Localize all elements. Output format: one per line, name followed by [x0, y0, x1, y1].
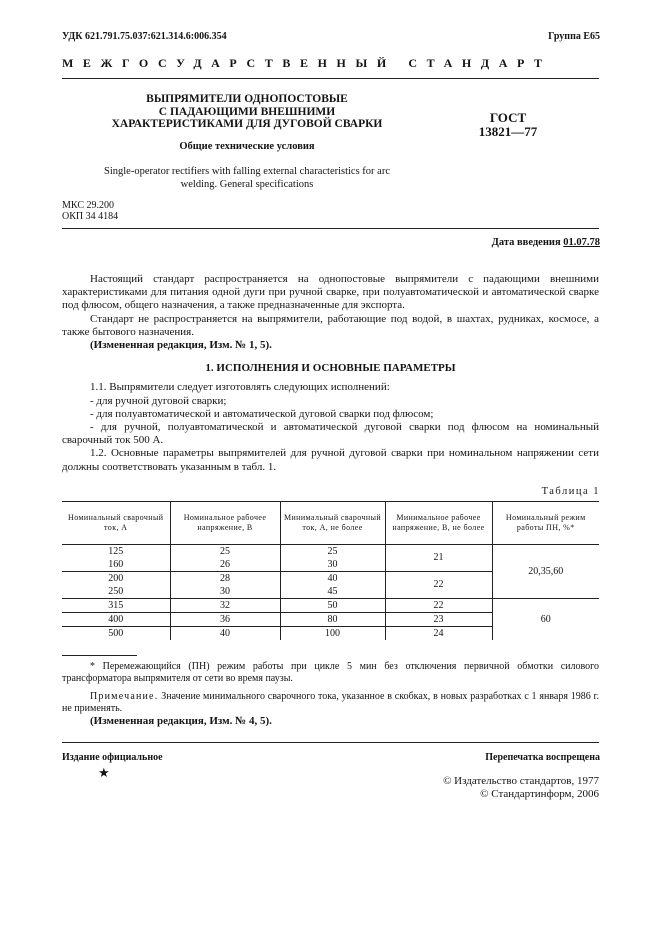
copyright-2006: © Стандартинформ, 2006	[480, 787, 599, 800]
footnote-star: * Перемежающийся (ПН) режим работы при цикле 5 мин без отключения первичной обмотки силового трансформатора выпрямителя от сети во время паузы.	[62, 661, 599, 684]
table-cell: 500	[108, 627, 124, 639]
copyright-1977: © Издательство стандартов, 1977	[443, 775, 599, 787]
table-row	[62, 599, 599, 613]
table-cell: 23	[385, 613, 492, 627]
footnotes	[62, 661, 599, 715]
table-cell: 100	[280, 627, 385, 641]
effective-date-label: Дата введения	[491, 237, 561, 248]
note-label: Примечание.	[90, 691, 159, 702]
standard-banner: МЕЖГОСУДАРСТВЕННЫЙ СТАНДАРТ	[62, 56, 552, 70]
table-cell: 24	[385, 627, 492, 641]
paragraph-scope: Настоящий стандарт распространяется на однопостовые выпрямители с падающими внешними характеристиками для питания одной дуги при ручной сварке, при полуавтоматической и автоматической сварке под флюсом, общего назначения, а также предназначенные для экспорта.	[62, 273, 599, 312]
table-cell: 400	[62, 613, 170, 627]
table-header-row	[62, 502, 599, 545]
clause-1-2: 1.2. Основные параметры выпрямителей для ручной дуговой сварки при номинальном напряжении сети должны соответствовать указанным в табл. 1.	[62, 447, 599, 473]
body-text	[62, 273, 599, 474]
table-cell: 160	[62, 558, 170, 572]
reprint-notice: Перепечатка воспрещена	[485, 752, 600, 763]
header-divider	[62, 78, 599, 79]
table-cell: 20,35,60	[492, 545, 599, 599]
table-cell: 25	[280, 545, 385, 559]
group-code: Группа Е65	[548, 31, 600, 42]
table-label: Таблица 1	[541, 486, 600, 497]
effective-date	[492, 237, 600, 248]
table-cell: 40	[170, 627, 280, 641]
table-cell: 45	[280, 585, 385, 599]
star-icon: ★	[98, 765, 110, 780]
amendment-note-2: (Измененная редакция, Изм. № 4, 5).	[90, 715, 272, 727]
clause-1-1: 1.1. Выпрямители следует изготовлять следующих исполнений:	[90, 381, 390, 394]
table-cell: 250	[62, 585, 170, 599]
paragraph-exclusions: Стандарт не распространяется на выпрямители, работающие под водой, в шахтах, рудниках, космосе, а также бытового назначения.	[62, 312, 599, 338]
table-cell: 125	[108, 545, 124, 557]
title-line-1: ВЫПРЯМИТЕЛИ ОДНОПОСТОВЫЕ	[146, 93, 348, 105]
header-min-voltage: Минимальное рабочее напряжение, В, не более	[385, 502, 492, 545]
table-cell: 30	[170, 585, 280, 599]
table-cell: 30	[280, 558, 385, 572]
parameters-table	[62, 501, 599, 640]
document-subtitle: Общие технические условия	[179, 141, 315, 152]
mks-code: МКС 29.200	[62, 200, 114, 211]
gost-designation	[448, 111, 568, 139]
copyright	[420, 775, 599, 800]
table-cell: 80	[280, 613, 385, 627]
header-min-current: Минимальный сварочный ток, А, не более	[280, 502, 385, 545]
table-cell: 36	[170, 613, 280, 627]
section-heading-1: 1. ИСПОЛНЕНИЯ И ОСНОВНЫЕ ПАРАМЕТРЫ	[205, 362, 456, 375]
footnote-divider	[62, 655, 137, 656]
table-row	[62, 545, 599, 559]
okp-code: ОКП 34 4184	[62, 211, 119, 222]
table-cell: 22	[385, 572, 492, 599]
footer-divider	[62, 742, 599, 743]
official-edition: Издание официальное	[62, 752, 163, 763]
title-line-3: ХАРАКТЕРИСТИКАМИ ДЛЯ ДУГОВОЙ СВАРКИ	[111, 118, 383, 130]
gost-label: ГОСТ	[489, 110, 527, 125]
table-cell: 200	[108, 572, 124, 584]
udk-code: УДК 621.791.75.037:621.314.6:006.354	[62, 31, 227, 42]
table-cell: 315	[62, 599, 170, 613]
clause-1-1-item-3: - для ручной, полуавтоматической и автоматической дуговой сварки под флюсом на номинальный сварочный ток 500 А.	[62, 421, 599, 447]
header-duty-cycle: Номинальный режим работы ПН, %*	[492, 502, 599, 545]
table-cell: 22	[385, 599, 492, 613]
table-cell: 50	[280, 599, 385, 613]
clause-1-1-item-2: - для полуавтоматической и автоматической дуговой сварки под флюсом;	[90, 407, 434, 420]
table-cell: 25	[170, 545, 280, 559]
header-nominal-current: Номинальный сварочный ток, А	[62, 502, 170, 545]
effective-date-value: 01.07.78	[563, 237, 600, 248]
english-title	[62, 165, 432, 191]
table-note	[62, 691, 599, 715]
amendment-note-1: (Измененная редакция, Изм. № 1, 5).	[90, 339, 272, 352]
english-title-line-1: Single-operator rectifiers with falling external characteristics for arc	[104, 166, 390, 177]
title-line-2: С ПАДАЮЩИМИ ВНЕШНИМИ	[158, 105, 336, 118]
document-title	[62, 93, 432, 131]
title-divider	[62, 228, 599, 229]
table-cell: 60	[492, 599, 599, 641]
english-title-line-2: welding. General specifications	[180, 179, 314, 190]
gost-number: 13821—77	[478, 124, 538, 139]
table-cell: 32	[170, 599, 280, 613]
clause-1-1-item-1: - для ручной дуговой сварки;	[90, 394, 227, 407]
table-cell: 21	[385, 545, 492, 572]
table-cell: 26	[170, 558, 280, 572]
note-text: Значение минимального сварочного тока, указанное в скобках, в новых разработках с 1 января 1986 г. не применять.	[62, 691, 600, 714]
classification-codes	[62, 200, 118, 222]
header-nominal-voltage: Номинальное рабочее напряжение, В	[170, 502, 280, 545]
table-cell: 40	[280, 572, 385, 586]
table-cell: 28	[170, 572, 280, 586]
